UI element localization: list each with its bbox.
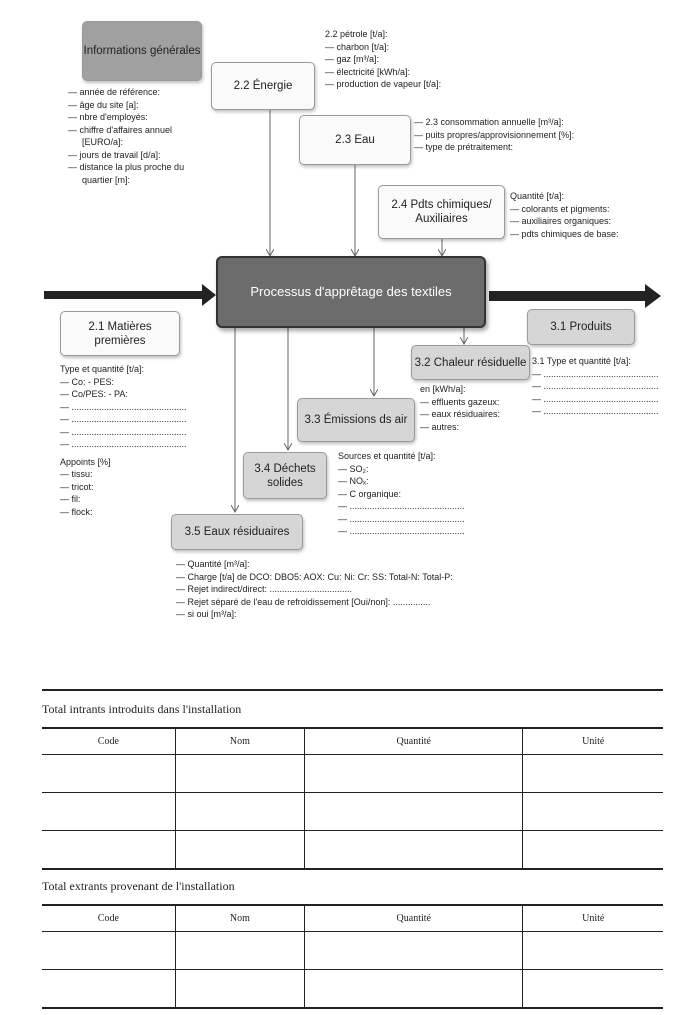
energie-list	[325, 28, 441, 91]
list-item: — chiffre d'affaires annuel	[68, 124, 172, 135]
list-item: — Co: - PES:	[60, 376, 115, 387]
intrants-table-wrap	[42, 727, 663, 870]
produits-box	[527, 309, 635, 345]
list-item: — SO₂:	[338, 463, 369, 474]
list-item: — Rejet indirect/direct: .................................	[176, 584, 353, 594]
table-cell[interactable]	[305, 755, 523, 793]
emissions-label: 3.3 Émissions ds air	[304, 414, 408, 426]
col-unite: Unité	[523, 728, 663, 755]
dechets-label-2: solides	[267, 476, 303, 489]
table-cell[interactable]	[42, 970, 175, 1009]
list-item: — Charge [t/a] de DCO: DBO5: AOX: Cu: Ni: Cr: SS: Total-N: Total-P:	[176, 571, 453, 582]
dechets-box	[243, 452, 327, 499]
list-item: — ..............................................	[338, 501, 465, 511]
list-item: — ..............................................	[60, 439, 187, 449]
table-cell[interactable]	[175, 755, 304, 793]
list-item: — auxiliaires organiques:	[510, 216, 612, 226]
list-item: — ..............................................	[532, 393, 659, 404]
input-flow-arrow	[44, 284, 216, 306]
table-cell[interactable]	[523, 970, 663, 1009]
list-item: — âge du site [a]:	[68, 99, 139, 110]
list-item: — nbre d'employés:	[68, 112, 148, 122]
list-item: — jours de travail [d/a]:	[68, 149, 161, 160]
eaux-res-list	[176, 558, 453, 621]
col-nom: Nom	[175, 905, 304, 932]
list-item: — si oui [m³/a]:	[176, 609, 237, 619]
table-cell[interactable]	[175, 970, 304, 1009]
matieres-label-2: premières	[94, 334, 146, 347]
list-item: — charbon [t/a]:	[325, 41, 390, 52]
table-header-row	[42, 905, 663, 932]
table-cell[interactable]	[175, 793, 304, 831]
matieres-box	[60, 311, 180, 356]
produits-list	[532, 355, 659, 418]
list-item: Appoints [%]	[60, 456, 111, 467]
central-process-label: Processus d'apprêtage des textiles	[250, 284, 452, 299]
list-item: [EURO/a]:	[82, 137, 124, 147]
list-item: en [kWh/a]:	[420, 384, 466, 394]
list-item: — fil:	[60, 494, 81, 504]
list-item: — flock:	[60, 506, 93, 517]
list-item: — ..............................................	[60, 414, 187, 424]
chaleur-label: 3.2 Chaleur résiduelle	[414, 356, 527, 369]
table-cell[interactable]	[42, 831, 175, 870]
list-item: — Co/PES: - PA:	[60, 389, 128, 399]
matieres-list	[60, 363, 187, 518]
info-generales-box	[82, 21, 202, 81]
energie-label: 2.2 Énergie	[233, 80, 293, 92]
list-item: — distance la plus proche du	[68, 162, 185, 172]
list-item: quartier [m]:	[82, 174, 131, 185]
table-row	[42, 932, 663, 970]
chaleur-box	[411, 345, 530, 380]
list-item: — C organique:	[338, 488, 402, 499]
list-item: 2.2 pétrole [t/a]:	[325, 29, 388, 39]
table-cell[interactable]	[523, 932, 663, 970]
list-item: — tricot:	[60, 481, 94, 492]
table-cell[interactable]	[305, 970, 523, 1009]
table-cell[interactable]	[175, 932, 304, 970]
central-process-box	[216, 256, 486, 328]
list-item: Sources et quantité [t/a]:	[338, 451, 436, 461]
energie-box	[211, 62, 315, 110]
intrants-top-rule	[42, 689, 663, 691]
table-cell[interactable]	[42, 793, 175, 831]
col-quantite: Quantité	[305, 728, 523, 755]
table-row	[42, 793, 663, 831]
chimiques-box	[378, 185, 505, 239]
table-cell[interactable]	[523, 755, 663, 793]
list-item: — colorants et pigments:	[510, 203, 610, 214]
list-item: — Quantité [m³/a]:	[176, 559, 250, 569]
table-cell[interactable]	[42, 932, 175, 970]
eaux-res-label: 3.5 Eaux résiduaires	[184, 526, 290, 538]
table-row	[42, 970, 663, 1009]
list-item: — gaz [m³/a]:	[325, 54, 380, 64]
list-item: — autres:	[420, 421, 460, 432]
col-code: Code	[42, 905, 175, 932]
eau-box	[299, 115, 411, 165]
matieres-label-1: 2.1 Matières	[88, 320, 152, 333]
table-cell[interactable]	[523, 831, 663, 870]
eaux-res-box	[171, 514, 303, 550]
list-item: — ..............................................	[532, 406, 659, 416]
col-quantite: Quantité	[305, 905, 523, 932]
table-cell[interactable]	[175, 831, 304, 870]
list-item: — ..............................................	[338, 526, 465, 536]
list-item: — production de vapeur [t/a]:	[325, 79, 442, 89]
intrants-table	[42, 727, 663, 870]
list-item: 3.1 Type et quantité [t/a]:	[532, 356, 631, 366]
list-item: — NOₓ:	[338, 476, 369, 486]
list-item: — ..............................................	[338, 513, 465, 524]
table-cell[interactable]	[305, 831, 523, 870]
table-cell[interactable]	[42, 755, 175, 793]
table-cell[interactable]	[523, 793, 663, 831]
list-item: — tissu:	[60, 469, 93, 479]
chimiques-label-2: Auxiliaires	[415, 213, 468, 225]
list-item: — puits propres/approvisionnement [%]:	[414, 129, 575, 140]
list-item: — type de prétraitement:	[414, 142, 514, 152]
list-item: — eaux résiduaires:	[420, 409, 501, 419]
col-code: Code	[42, 728, 175, 755]
table-row	[42, 755, 663, 793]
intrants-title: Total intrants introduits dans l'installation	[42, 702, 242, 716]
list-item: — année de référence:	[68, 87, 161, 97]
produits-label: 3.1 Produits	[550, 321, 612, 333]
list-item: Type et quantité [t/a]:	[60, 364, 145, 374]
col-nom: Nom	[175, 728, 304, 755]
table-cell[interactable]	[305, 793, 523, 831]
chimiques-label-1: 2.4 Pdts chimiques/	[391, 199, 492, 211]
list-item: — Rejet séparé de l'eau de refroidissement [Oui/non]: ...............	[176, 596, 431, 607]
dechets-list	[338, 450, 465, 538]
extrants-title: Total extrants provenant de l'installation	[42, 879, 235, 893]
emissions-box	[297, 398, 415, 442]
output-flow-arrow	[489, 284, 661, 308]
info-generales-label: Informations générales	[83, 45, 201, 57]
list-item: — ..............................................	[60, 426, 187, 437]
info-generales-list	[68, 86, 184, 186]
extrants-table-wrap	[42, 904, 663, 1009]
list-item: — effluents gazeux:	[420, 396, 500, 407]
col-unite: Unité	[523, 905, 663, 932]
list-item: — 2.3 consommation annuelle [m³/a]:	[414, 117, 564, 127]
eau-label: 2.3 Eau	[335, 134, 375, 146]
extrants-section	[42, 879, 663, 893]
list-item: — ..............................................	[532, 368, 659, 379]
intrants-section	[42, 702, 663, 716]
list-item: Quantité [t/a]:	[510, 191, 565, 201]
list-item: — pdts chimiques de base:	[510, 228, 619, 239]
list-item: — électricité [kWh/a]:	[325, 66, 411, 77]
list-item: — ..............................................	[60, 401, 187, 412]
chaleur-list	[420, 383, 500, 433]
eau-list	[414, 116, 574, 154]
table-cell[interactable]	[305, 932, 523, 970]
extrants-table	[42, 904, 663, 1009]
chimiques-list	[510, 190, 619, 240]
dechets-label-1: 3.4 Déchets	[254, 462, 316, 475]
table-row	[42, 831, 663, 870]
table-header-row	[42, 728, 663, 755]
list-item: — ..............................................	[532, 381, 659, 391]
